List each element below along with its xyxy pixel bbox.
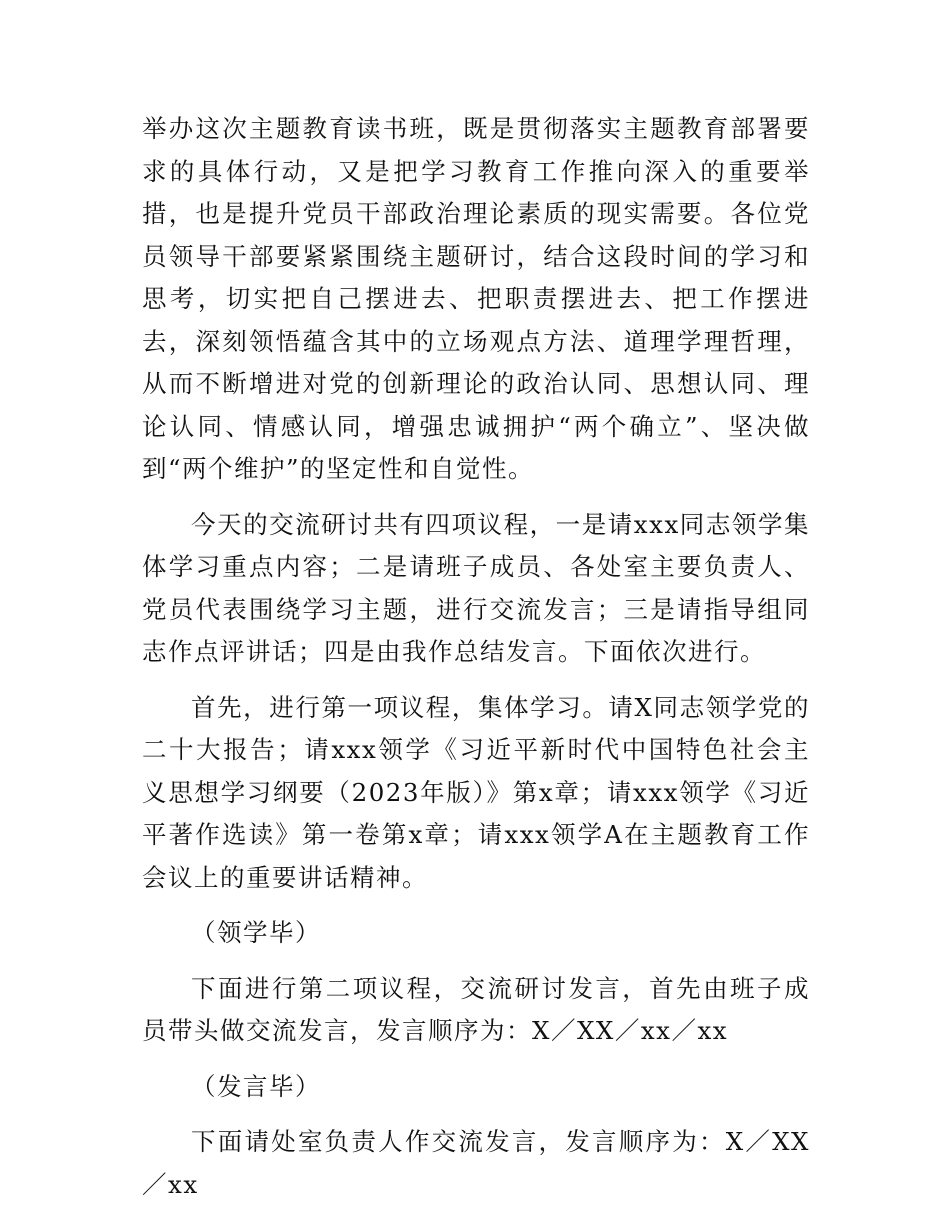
paragraph-second-agenda-item: 下面进行第二项议程，交流研讨发言，首先由班子成员带头做交流发言，发言顺序为：X／XX／xx／xx bbox=[142, 973, 810, 1045]
paragraph-reading-class-purpose: 举办这次主题教育读书班，既是贯彻落实主题教育部署要求的具体行动，又是把学习教育工作推向深入的重要举措，也是提升党员干部政治理论素质的现实需要。各位党员领导干部要紧紧围绕主题研讨，结合这段时间的学习和思考，切实把自己摆进去、把职责摆进去、把工作摆进去，深刻领悟蕴含其中的立场观点方法、道理学理哲理，从而不断增进对党的创新理论的政治认同、思想认同、理论认同、情感认同，增强忠诚拥护“两个确立”、坚决做到“两个维护”的坚定性和自觉性。 bbox=[142, 114, 810, 483]
paragraph-agenda-overview: 今天的交流研讨共有四项议程，一是请xxx同志领学集体学习重点内容；二是请班子成员、各处室主要负责人、党员代表围绕学习主题，进行交流发言；三是请指导组同志作点评讲话；四是由我作总结发言。下面依次进行。 bbox=[142, 509, 810, 666]
document-page bbox=[142, 108, 810, 1206]
note-speeches-finished: （发言毕） bbox=[191, 1071, 321, 1101]
paragraph-department-heads-speeches: 下面请处室负责人作交流发言，发言顺序为：X／XX／xx bbox=[142, 1127, 810, 1199]
paragraph-first-agenda-item: 首先，进行第一项议程，集体学习。请X同志领学党的二十大报告；请xxx领学《习近平新时代中国特色社会主义思想学习纲要（2023年版）》第x章；请xxx领学《习近平著作选读》第一卷第x章；请xxx领学A在主题教育工作会议上的重要讲话精神。 bbox=[142, 692, 810, 892]
note-reading-finished: （领学毕） bbox=[191, 918, 321, 947]
